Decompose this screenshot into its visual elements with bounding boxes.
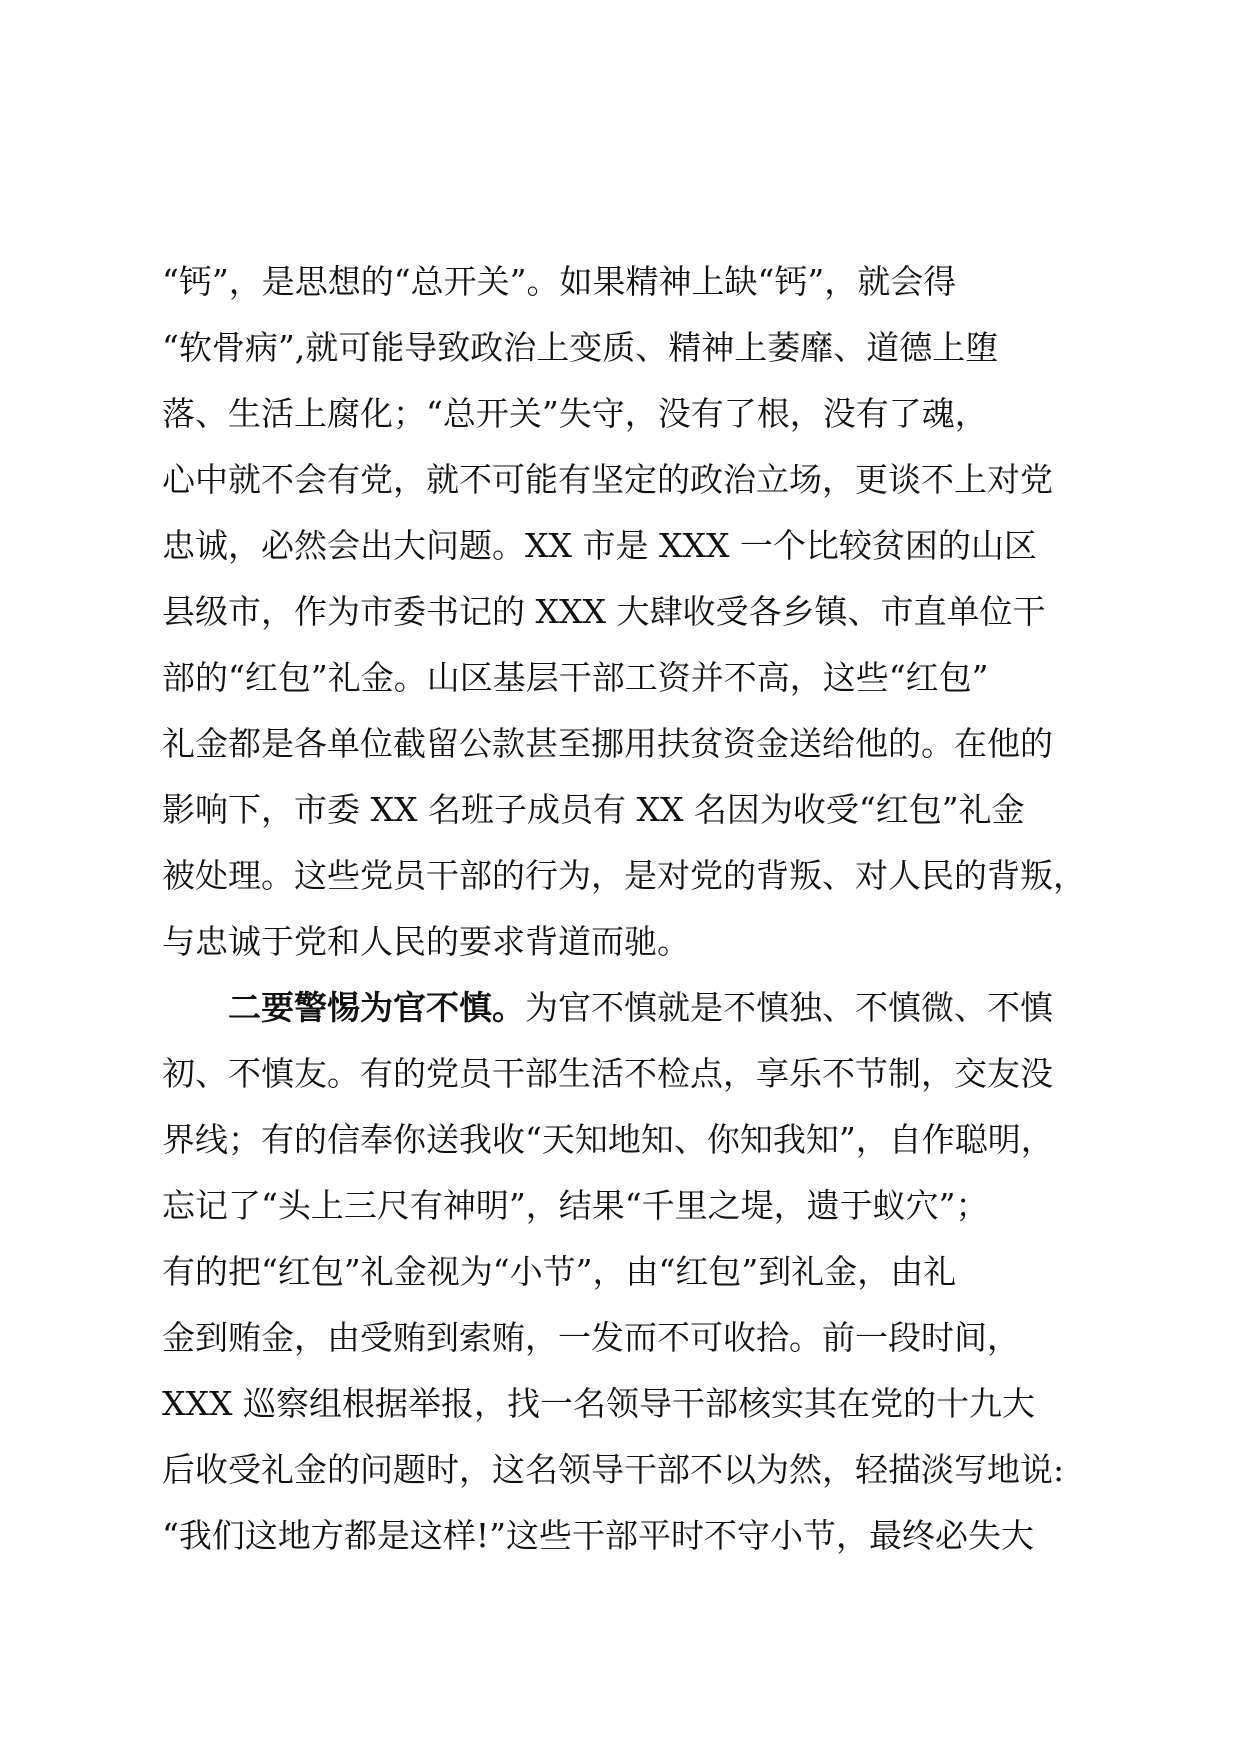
text-line: 后收受礼金的问题时，这名领导干部不以为然，轻描淡写地说: — [162, 1450, 1065, 1489]
paragraph-2 — [162, 975, 1122, 1569]
text-line: 县级市，作为市委书记的 XXX 大肆收受各乡镇、市直单位干 — [162, 592, 1046, 631]
text-line: 部的“红包”礼金。山区基层干部工资并不高，这些“红包” — [162, 658, 989, 697]
text-line: 与忠诚于党和人民的要求背道而驰。 — [162, 922, 690, 961]
text-line: 心中就不会有党，就不可能有坚定的政治立场，更谈不上对党 — [162, 460, 1053, 499]
text-line: 礼金都是各单位截留公款甚至挪用扶贫资金送给他的。在他的 — [162, 724, 1053, 763]
text-line: 金到贿金，由受贿到索贿，一发而不可收拾。前一段时间， — [162, 1318, 1020, 1357]
text-line: 有的把“红包”礼金视为“小节”，由“红包”到礼金，由礼 — [162, 1252, 957, 1291]
text-line: 初、不慎友。有的党员干部生活不检点，享乐不节制，交友没 — [162, 1054, 1053, 1093]
text-line: 界线；有的信奉你送我收“天知地知、你知我知”，自作聪明， — [162, 1120, 1054, 1159]
text-line: “我们这地方都是这样!”这些干部平时不守小节，最终必失大 — [162, 1516, 1035, 1555]
text-line: 落、生活上腐化；“总开关”失守，没有了根，没有了魂， — [162, 394, 988, 433]
text-line: XXX 巡察组根据举报，找一名领导干部核实其在党的十九大 — [162, 1384, 1035, 1423]
text-line: 影响下，市委 XX 名班子成员有 XX 名因为收受“红包”礼金 — [162, 790, 1025, 829]
text-span: 为官不慎就是不慎独、不慎微、不慎 — [525, 988, 1053, 1027]
body-text — [162, 249, 1122, 1569]
section-heading: 二要警惕为官不慎。 — [228, 988, 525, 1027]
text-line: 忠诚，必然会出大问题。XX 市是 XXX 一个比较贫困的山区 — [162, 526, 1037, 565]
text-line: 忘记了“头上三尺有神明”，结果“千里之堤，遗于蚁穴”； — [162, 1186, 989, 1225]
text-line: “钙”，是思想的“总开关”。如果精神上缺“钙”，就会得 — [162, 262, 957, 301]
text-line: “软骨病”,就可能导致政治上变质、精神上萎靡、道德上堕 — [162, 328, 999, 367]
text-line: 被处理。这些党员干部的行为，是对党的背叛、对人民的背叛， — [162, 856, 1086, 895]
paragraph-first-line — [162, 975, 1122, 1041]
paragraph-1 — [162, 249, 1122, 975]
